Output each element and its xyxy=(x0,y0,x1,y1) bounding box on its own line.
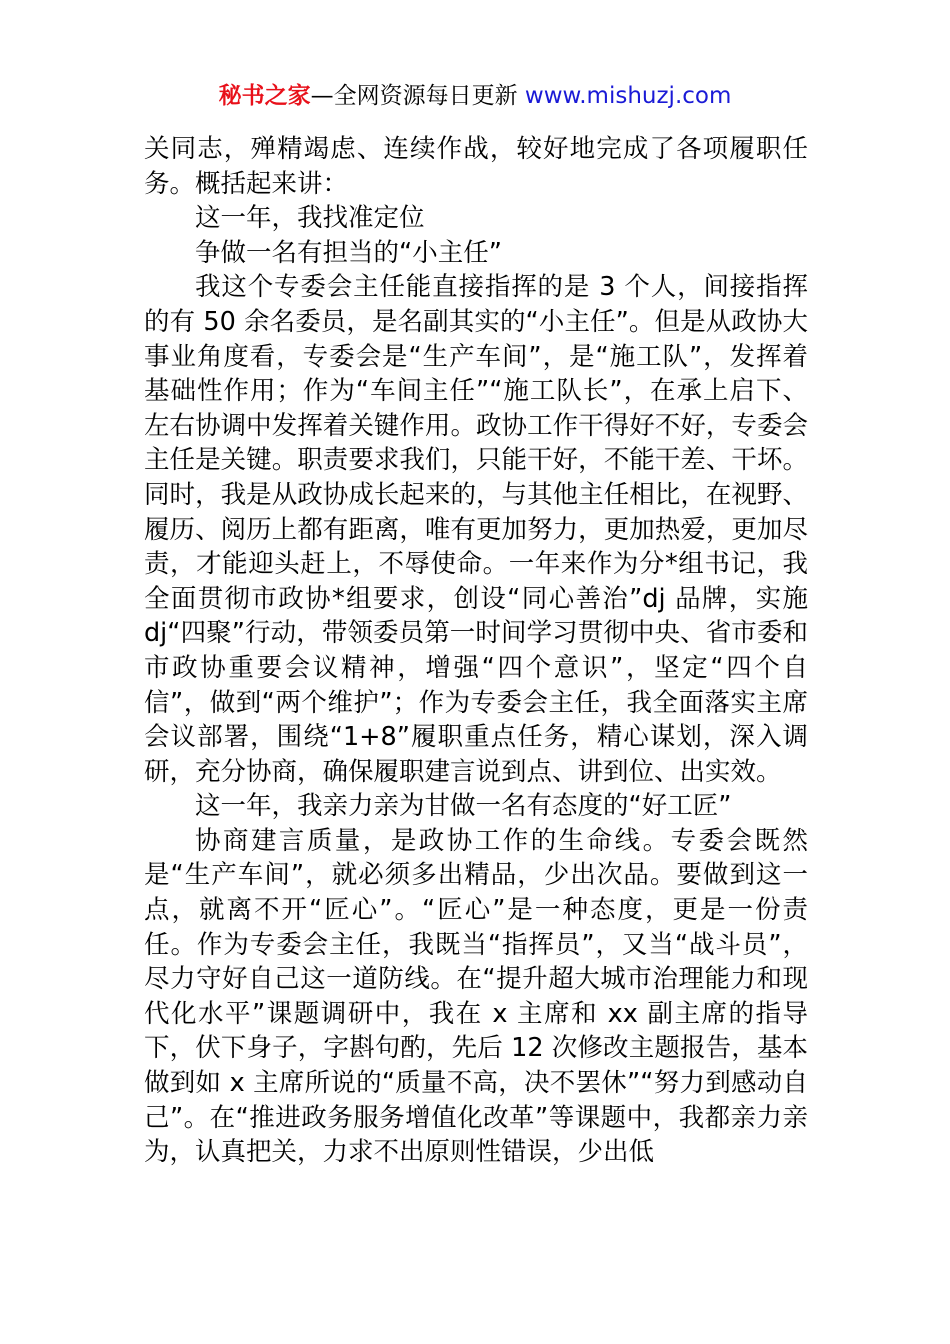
section-subheading: 争做一名有担当的“小主任” xyxy=(195,237,502,268)
paragraph: 我这个专委会主任能直接指挥的是 3 个人，间接指挥的有 50 余名委员，是名副其实的“小主任”。但是从政协大事业角度看，专委会是“生产车间”，是“施工队”，发挥着基础性作用；作为“车间主任”“施工队长”，在承上启下、左右协调中发挥着关键作用。政协工作干得好不好，专委会主任是关键。职责要求我们，只能干好，不能干差、干坏。同时，我是从政协成长起来的，与其他主任相比，在视野、履历、阅历上都有距离，唯有更加努力，更加热爱，更加尽责，才能迎头赶上，不辱使命。一年来作为分*组书记，我全面贯彻市政协*组要求，创设“同心善治”dj 品牌，实施 dj“四聚”行动，带领委员第一时间学习贯彻中央、省市委和市政协重要会议精神，增强“四个意识”，坚定“四个自信”，做到“两个维护”；作为专委会主任，我全面落实主席会议部署，围绕“1+8”履职重点任务，精心谋划，深入调研，充分协商，确保履职建言说到点、讲到位、出实效。 xyxy=(144,272,808,787)
document-body xyxy=(144,132,808,1170)
paragraph: 协商建言质量，是政协工作的生命线。专委会既然是“生产车间”，就必须多出精品，少出次品。要做到这一点，就离不开“匠心”。“匠心”是一种态度，更是一份责任。作为专委会主任，我既当“指挥员”，又当“战斗员”，尽力守好自己这一道防线。在“提升超大城市治理能力和现代化水平”课题调研中，我在 x 主席和 xx 副主席的指导下，伏下身子，字斟句酌，先后 12 次修改主题报告，基本做到如 x 主席所说的“质量不高，决不罢休”“努力到感动自己”。在“推进政务服务增值化改革”等课题中，我都亲力亲为，认真把关，力求不出原则性错误，少出低 xyxy=(144,825,808,1168)
site-header xyxy=(0,80,950,112)
brand-name: 秘书之家 xyxy=(218,83,311,109)
site-url-link[interactable]: www.mishuzj.com xyxy=(524,83,732,109)
section-heading: 这一年，我亲力亲为甘做一名有态度的“好工匠” xyxy=(195,791,732,822)
header-slogan: —全网资源每日更新 xyxy=(310,83,518,109)
section-heading: 这一年，我找准定位 xyxy=(195,203,425,234)
paragraph: 关同志，殚精竭虑、连续作战，较好地完成了各项履职任务。概括起来讲： xyxy=(144,134,808,199)
